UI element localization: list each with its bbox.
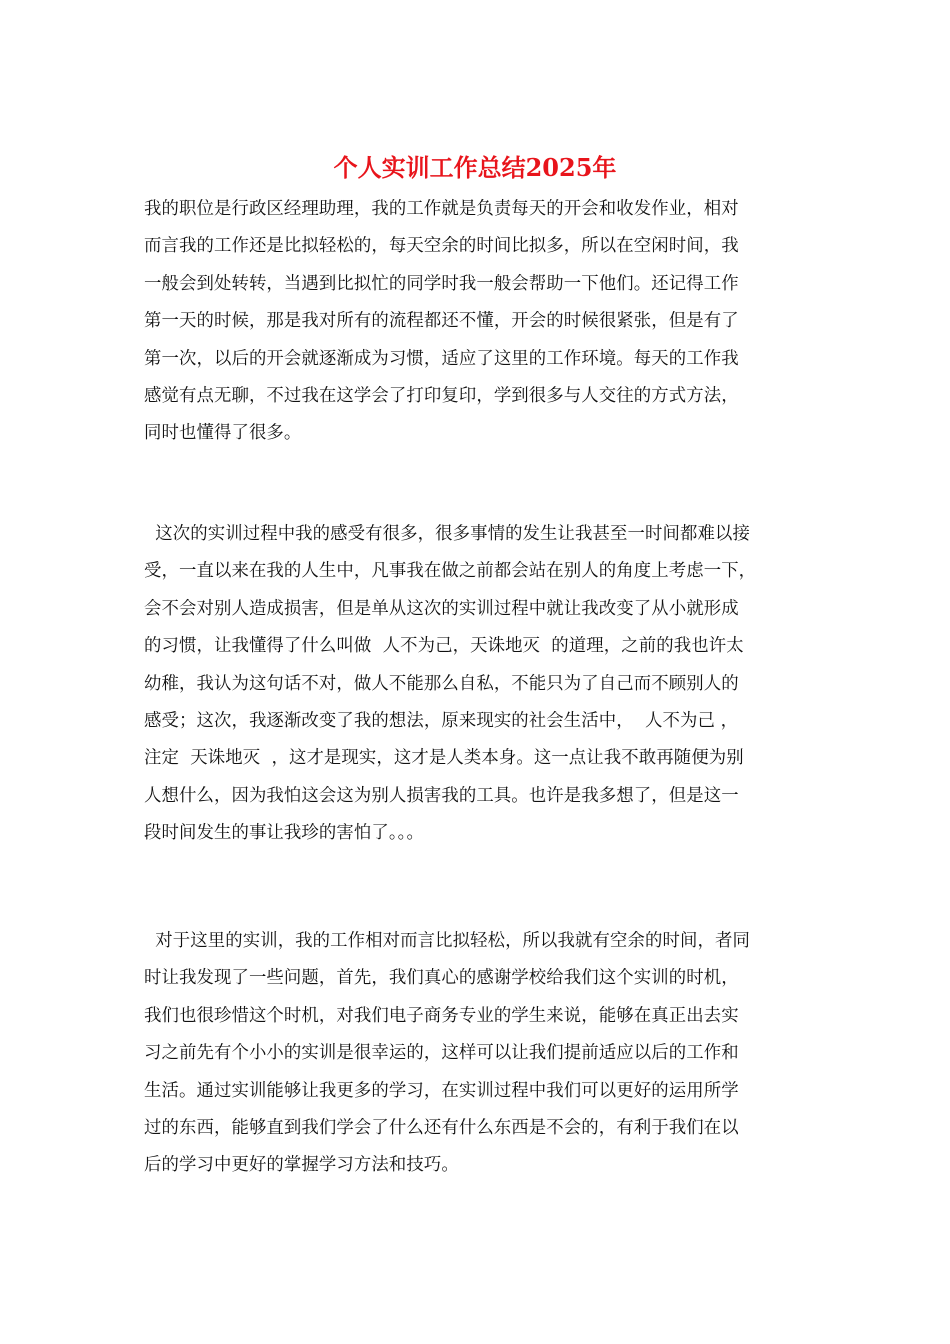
paragraph-line: 对于这里的实训，我的工作相对而言比拟轻松，所以我就有空余的时间，者同 xyxy=(144,931,750,951)
paragraph-line: 第一天的时候，那是我对所有的流程都还不懂，开会的时候很紧张，但是有了 xyxy=(144,311,739,332)
document-title: 个人实训工作总结2025年 xyxy=(333,153,617,182)
paragraph-line: 人想什么，因为我怕这会这为别人损害我的工具。也许是我多想了，但是这一 xyxy=(144,785,739,806)
paragraph-line: 幼稚，我认为这句话不对，做人不能那么自私，不能只为了自己而不顾别人的 xyxy=(144,673,739,694)
paragraph-line: 受，一直以来在我的人生中，凡事我在做之前都会站在别人的角度上考虑一下， xyxy=(144,561,757,582)
paragraph-line: 的习惯，让我懂得了什么叫做 人不为己，天诛地灭 的道理，之前的我也许太 xyxy=(144,636,744,657)
paragraph-line: 感觉有点无聊，不过我在这学会了打印复印，学到很多与人交往的方式方法， xyxy=(144,386,739,407)
paragraph-line: 同时也懂得了很多。 xyxy=(144,423,302,444)
paragraph-line: 生活。通过实训能够让我更多的学习，在实训过程中我们可以更好的运用所学 xyxy=(144,1080,739,1101)
paragraph-line: 时让我发现了一些问题，首先，我们真心的感谢学校给我们这个实训的时机， xyxy=(144,968,739,989)
paragraph-line: 第一次，以后的开会就逐渐成为习惯，适应了这里的工作环境。每天的工作我 xyxy=(144,348,739,369)
paragraph-1 xyxy=(144,191,812,453)
paragraph-3 xyxy=(144,923,812,1185)
paragraph-2 xyxy=(144,516,812,853)
paragraph-line: 而言我的工作还是比拟轻松的，每天空余的时间比拟多，所以在空闲时间，我 xyxy=(144,236,739,257)
paragraph-line: 会不会对别人造成损害，但是单从这次的实训过程中就让我改变了从小就形成 xyxy=(144,598,739,619)
paragraph-line: 段时间发生的事让我珍的害怕了。。。 xyxy=(144,823,424,844)
paragraph-line: 注定 天诛地灭 ，这才是现实，这才是人类本身。这一点让我不敢再随便为别 xyxy=(144,748,744,769)
paragraph-line: 这次的实训过程中我的感受有很多，很多事情的发生让我甚至一时间都难以接 xyxy=(144,524,750,544)
paragraph-line: 我们也很珍惜这个时机，对我们电子商务专业的学生来说，能够在真正出去实 xyxy=(144,1005,739,1026)
paragraph-line: 习之前先有个小小的实训是很幸运的，这样可以让我们提前适应以后的工作和 xyxy=(144,1043,739,1064)
paragraph-line: 感受；这次，我逐渐改变了我的想法，原来现实的社会生活中， 人不为己 ， xyxy=(144,711,739,732)
paragraph-line: 过的东西，能够直到我们学会了什么还有什么东西是不会的，有利于我们在以 xyxy=(144,1118,739,1139)
paragraph-line: 我的职位是行政区经理助理，我的工作就是负责每天的开会和收发作业，相对 xyxy=(144,199,739,219)
paragraph-line: 一般会到处转转，当遇到比拟忙的同学时我一般会帮助一下他们。还记得工作 xyxy=(144,273,739,294)
paragraph-line: 后的学习中更好的掌握学习方法和技巧。 xyxy=(144,1155,459,1176)
